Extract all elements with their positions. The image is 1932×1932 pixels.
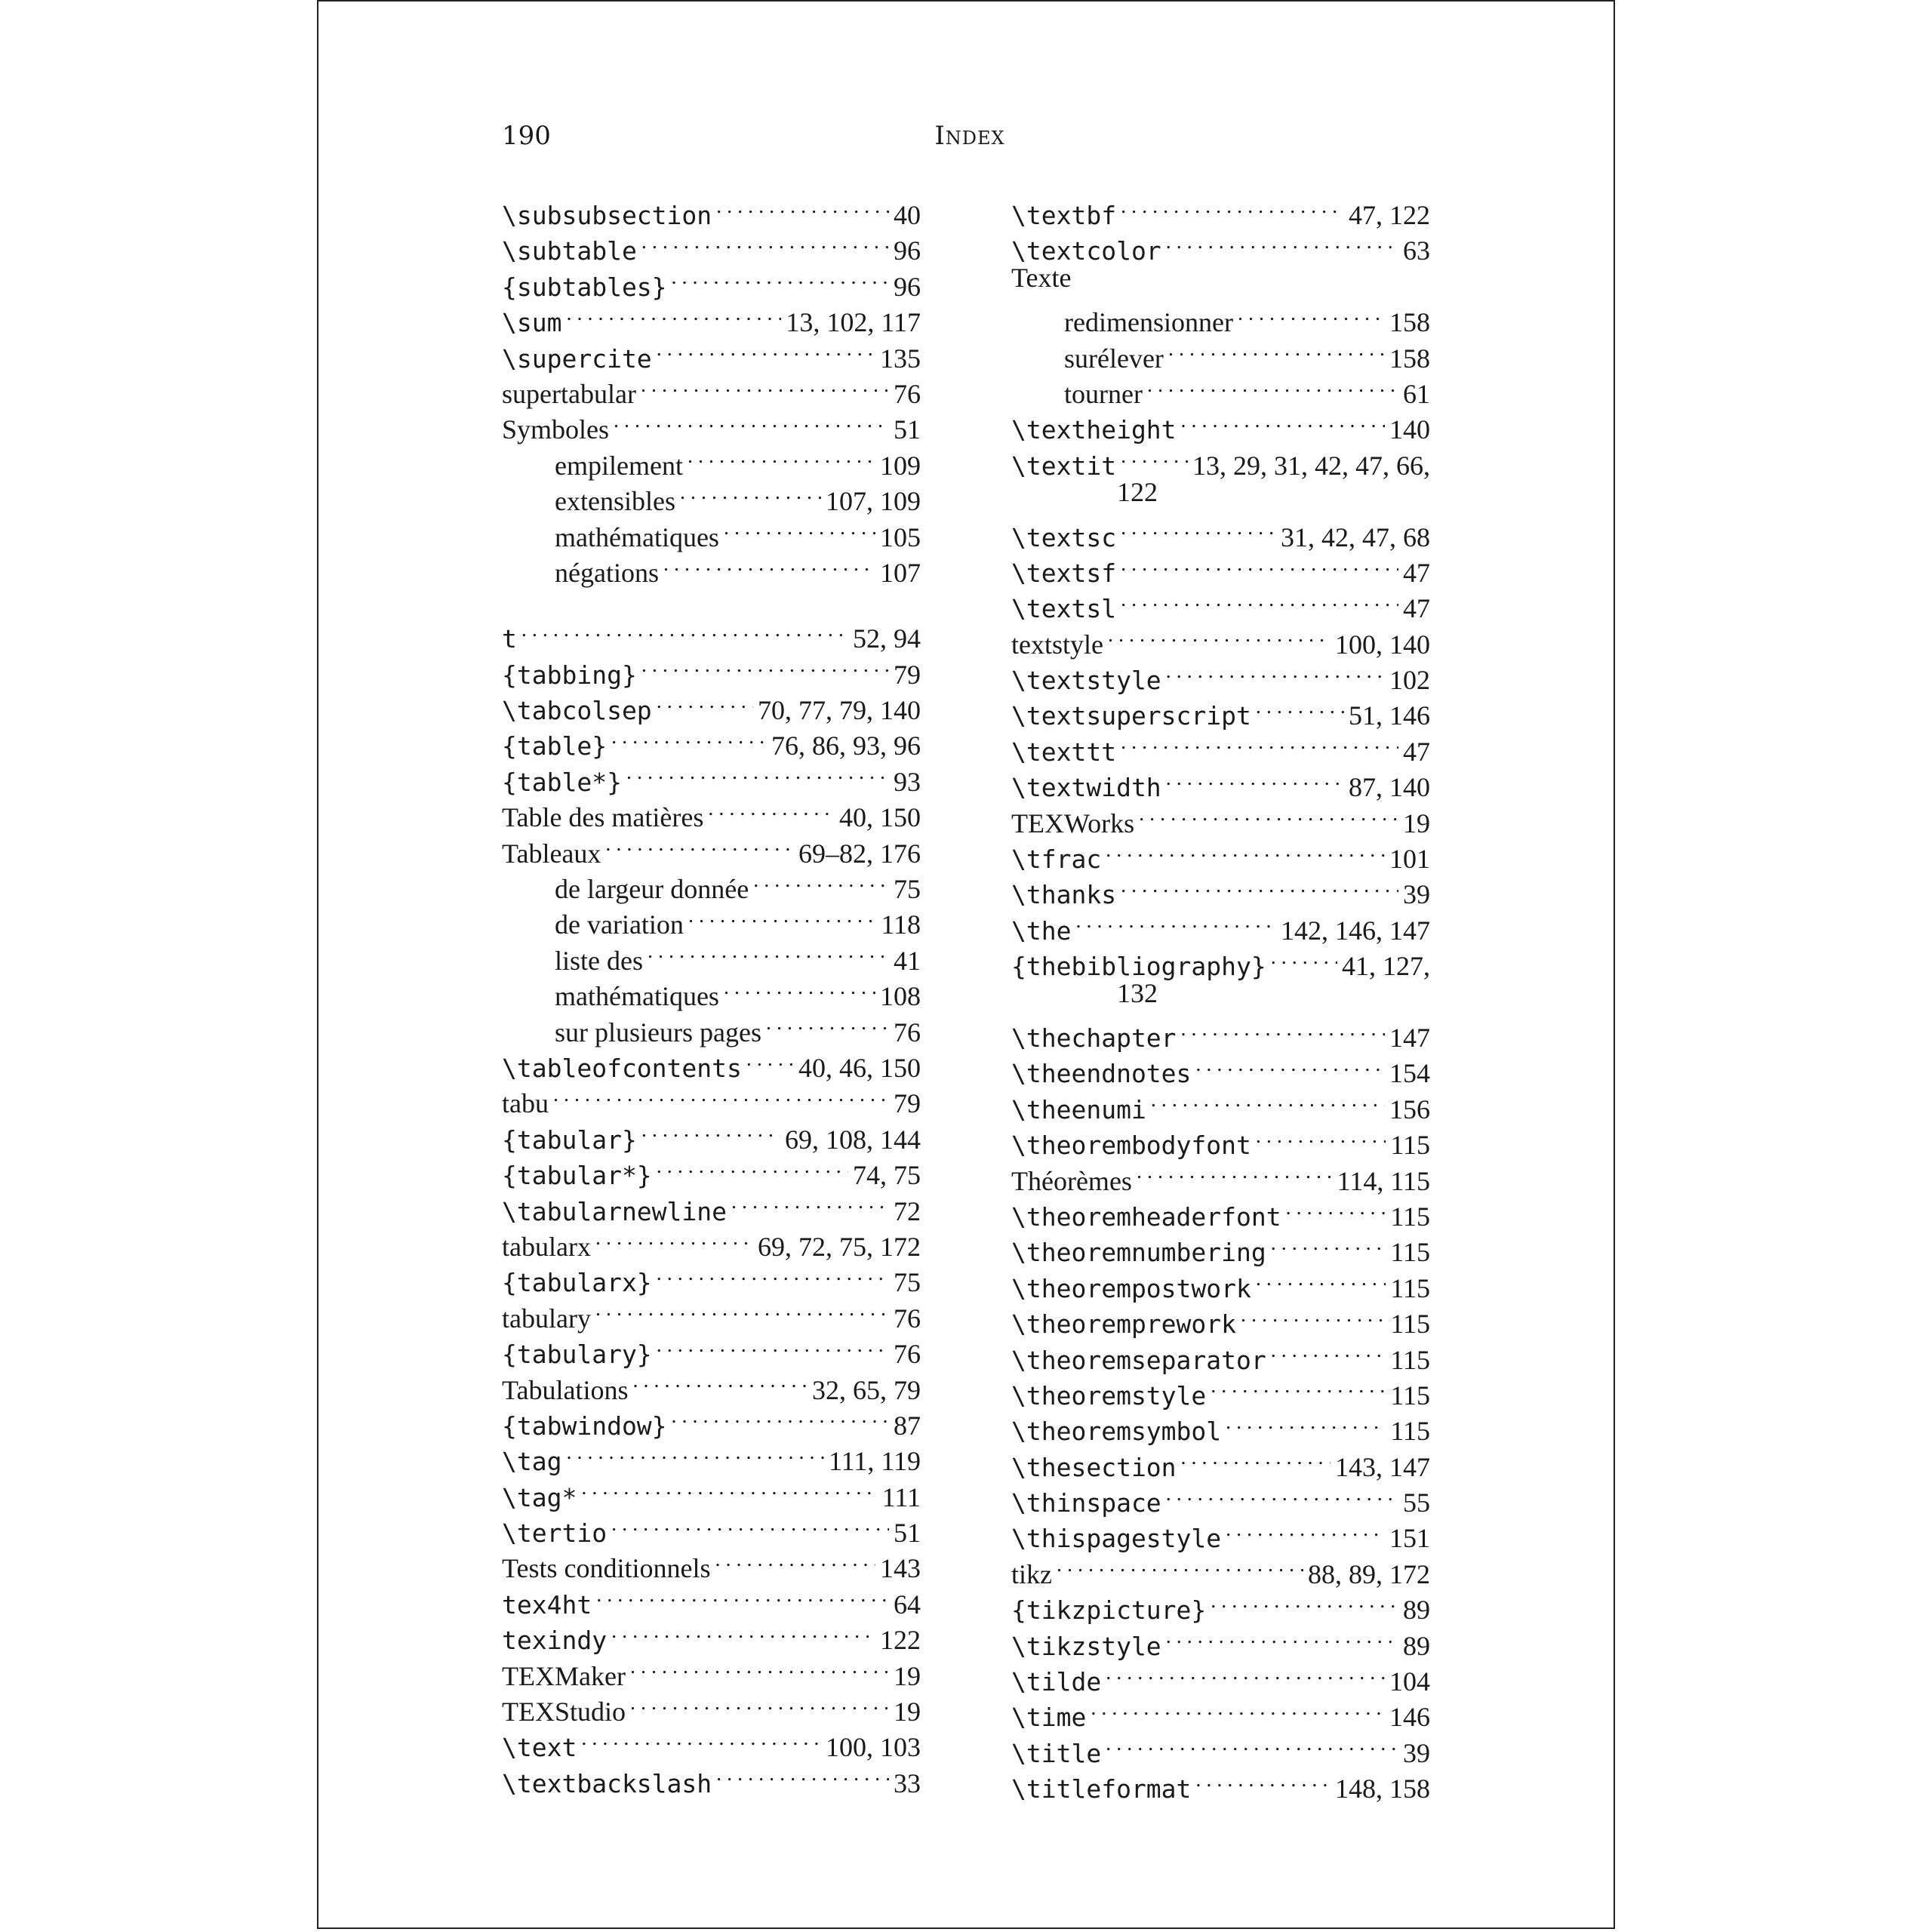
index-pages: 51	[894, 1518, 921, 1549]
page-number: 190	[502, 121, 551, 151]
index-term: \thispagestyle	[1011, 1524, 1222, 1554]
index-term: {table*}	[502, 767, 622, 797]
dot-leader	[611, 719, 767, 755]
index-pages: 13, 29, 31, 42, 47, 66,	[1192, 450, 1430, 481]
index-pages: 143	[880, 1553, 921, 1584]
index-pages: 47	[1403, 557, 1430, 588]
index-term: mathématiques	[555, 521, 719, 552]
index-term: \theoremprework	[1011, 1309, 1237, 1340]
dot-leader	[1137, 1155, 1333, 1190]
dot-leader	[566, 1435, 824, 1470]
index-pages: 100, 103	[826, 1732, 921, 1763]
index-term: {tabularx}	[502, 1268, 652, 1298]
dot-leader	[1181, 1441, 1331, 1476]
index-pages: 76	[894, 378, 921, 409]
index-term: {tikzpicture}	[1011, 1595, 1207, 1626]
index-pages: 132	[1117, 977, 1158, 1008]
dot-leader	[672, 1399, 889, 1435]
index-term: {tabulary}	[502, 1340, 652, 1370]
index-pages: 55	[1403, 1487, 1430, 1518]
index-entry	[502, 612, 921, 654]
index-pages: 79	[894, 659, 921, 690]
index-pages: 102	[1389, 665, 1430, 696]
index-pages: 115	[1390, 1130, 1430, 1161]
index-term: supertabular	[502, 378, 636, 409]
index-entry	[1011, 511, 1430, 552]
index-term: \textcolor	[1011, 236, 1161, 266]
index-term: extensibles	[555, 486, 675, 517]
index-term: \text	[502, 1733, 577, 1763]
index-pages: 158	[1389, 307, 1430, 338]
dot-leader	[581, 1721, 821, 1756]
dot-leader	[630, 1685, 889, 1721]
dot-leader	[1121, 725, 1398, 761]
index-entry	[1011, 1548, 1430, 1589]
dot-leader	[1106, 1727, 1398, 1762]
dot-leader	[1106, 832, 1385, 868]
dot-leader	[716, 189, 889, 224]
index-pages: 69–82, 176	[798, 838, 921, 869]
index-pages: 87, 140	[1349, 772, 1430, 803]
index-term: Tableaux	[502, 838, 601, 869]
dot-leader	[1195, 1047, 1385, 1082]
index-term: \tag	[502, 1447, 562, 1477]
index-pages: 19	[894, 1660, 921, 1691]
index-pages: 40, 150	[839, 802, 921, 833]
index-pages: 32, 65, 79	[812, 1374, 921, 1405]
index-pages: 122	[1117, 477, 1158, 508]
dot-leader	[1271, 1334, 1386, 1369]
running-title: Index	[934, 121, 1005, 151]
dot-leader	[1286, 1190, 1386, 1226]
index-term: texindy	[502, 1626, 608, 1656]
index-pages: 122	[880, 1625, 921, 1656]
index-term: tikz	[1011, 1558, 1052, 1589]
dot-leader	[1166, 1476, 1398, 1512]
dot-leader	[1166, 224, 1398, 260]
index-pages: 13, 102, 117	[786, 307, 921, 338]
index-pages: 39	[1403, 1737, 1430, 1768]
index-pages: 63	[1403, 235, 1430, 266]
index-term: \tag*	[502, 1482, 577, 1512]
index-pages: 51, 146	[1349, 700, 1430, 731]
page-header	[502, 121, 1438, 158]
index-entry	[1011, 1583, 1430, 1626]
dot-leader	[1121, 546, 1398, 582]
dot-leader	[766, 1006, 889, 1041]
dot-leader	[626, 755, 889, 791]
index-pages: 108	[880, 981, 921, 1012]
dot-leader	[1106, 1655, 1385, 1690]
index-pages: 96	[894, 235, 921, 266]
index-term: \theorembodyfont	[1011, 1131, 1251, 1161]
index-term: t	[502, 624, 517, 654]
dot-leader	[688, 898, 876, 934]
dot-leader	[688, 439, 875, 475]
index-pages: 114, 115	[1337, 1165, 1430, 1196]
index-term: {tabbing}	[502, 660, 637, 690]
dot-leader	[611, 1506, 889, 1542]
index-term: \time	[1011, 1703, 1087, 1733]
index-pages: 115	[1390, 1237, 1430, 1268]
dot-leader	[1166, 654, 1385, 689]
index-pages: 115	[1390, 1416, 1430, 1447]
index-term: Tabulations	[502, 1374, 629, 1405]
index-term: \theenumi	[1011, 1094, 1146, 1124]
index-pages: 115	[1390, 1380, 1430, 1411]
dot-leader	[648, 934, 889, 970]
index-term: Théorèmes	[1011, 1165, 1132, 1196]
index-pages: 104	[1389, 1666, 1430, 1697]
dot-leader	[731, 1185, 889, 1220]
index-term: \texttt	[1011, 737, 1117, 767]
index-term: {tabular}	[502, 1124, 637, 1155]
dot-leader	[1256, 1118, 1386, 1154]
index-term: \thechapter	[1011, 1023, 1177, 1053]
index-term: \tikzstyle	[1011, 1631, 1161, 1661]
index-term: \theoremnumbering	[1011, 1238, 1266, 1268]
dot-leader	[1256, 1262, 1386, 1297]
index-term: \subtable	[502, 236, 637, 266]
dot-leader	[595, 1292, 889, 1327]
dot-leader	[1139, 797, 1398, 832]
index-pages: 76	[894, 1017, 921, 1048]
index-column-right	[1011, 189, 1430, 1804]
index-term: \the	[1011, 915, 1072, 946]
dot-leader	[1151, 1083, 1385, 1118]
index-term: Symboles	[502, 414, 610, 445]
index-term: de largeur donnée	[555, 874, 749, 905]
index-pages: 51	[894, 414, 921, 445]
dot-leader	[605, 827, 794, 863]
index-term: {tabular*}	[502, 1161, 652, 1191]
index-pages: 31, 42, 47, 68	[1281, 521, 1430, 552]
index-entry	[502, 189, 921, 230]
dot-leader	[596, 1578, 889, 1614]
index-pages: 89	[1403, 1630, 1430, 1661]
index-pages: 107, 109	[826, 486, 921, 517]
index-pages: 74, 75	[853, 1160, 921, 1191]
dot-leader	[1147, 368, 1398, 403]
index-pages: 147	[1389, 1022, 1430, 1053]
index-pages: 72	[894, 1195, 921, 1226]
index-entry	[502, 648, 921, 690]
dot-leader	[641, 1113, 780, 1149]
index-term: \textsl	[1011, 594, 1117, 624]
index-term: Tests conditionnels	[502, 1553, 711, 1584]
dot-leader	[708, 791, 835, 826]
index-pages: 93	[894, 766, 921, 797]
index-pages: 76	[894, 1303, 921, 1334]
index-pages: 140	[1389, 414, 1430, 445]
index-entry	[502, 332, 921, 374]
dot-leader	[657, 1327, 889, 1363]
index-pages: 111	[881, 1481, 921, 1512]
index-term: \tableofcontents	[502, 1053, 742, 1083]
index-term: Table des matières	[502, 802, 704, 833]
index-term: \theoremheaderfont	[1011, 1201, 1281, 1232]
dot-leader	[641, 224, 889, 260]
index-pages: 64	[894, 1589, 921, 1620]
index-term: \textsc	[1011, 522, 1117, 552]
index-pages: 107	[880, 557, 921, 588]
index-pages: 100, 140	[1335, 629, 1430, 660]
dot-leader	[672, 260, 889, 296]
dot-leader	[1075, 904, 1276, 940]
index-term: \subsubsection	[502, 201, 712, 230]
dot-leader	[630, 1650, 889, 1685]
index-pages: 52, 94	[853, 623, 921, 654]
dot-leader	[581, 1471, 877, 1506]
index-pages: 88, 89, 172	[1308, 1558, 1430, 1589]
index-term: \tfrac	[1011, 844, 1102, 875]
index-term: surélever	[1064, 343, 1164, 374]
dot-leader	[595, 1220, 753, 1256]
dot-leader	[1168, 332, 1385, 368]
index-term: \theorempostwork	[1011, 1273, 1251, 1303]
index-term: \theendnotes	[1011, 1059, 1192, 1089]
dot-leader	[657, 1149, 848, 1184]
index-pages: 151	[1389, 1523, 1430, 1554]
index-pages: 69, 72, 75, 172	[758, 1231, 921, 1262]
index-term: \tertio	[502, 1518, 608, 1549]
index-term: \title	[1011, 1738, 1102, 1768]
index-term: négations	[555, 557, 659, 588]
dot-leader	[1195, 1762, 1331, 1798]
index-term: \thinspace	[1011, 1488, 1161, 1518]
dot-leader	[566, 296, 781, 331]
index-pages: 76, 86, 93, 96	[771, 731, 921, 761]
index-term: tabulary	[502, 1303, 591, 1334]
index-pages: 154	[1389, 1058, 1430, 1089]
index-pages: 89	[1403, 1595, 1430, 1626]
dot-leader	[657, 332, 875, 368]
dot-leader	[1256, 689, 1344, 724]
index-term: \tilde	[1011, 1667, 1102, 1697]
dot-leader	[1166, 1620, 1398, 1655]
dot-leader	[611, 1614, 875, 1649]
index-term: tabu	[502, 1088, 549, 1119]
index-term: \supercite	[502, 343, 652, 374]
index-pages: 105	[880, 521, 921, 552]
index-term: mathématiques	[555, 981, 719, 1012]
index-pages: 148, 158	[1335, 1774, 1430, 1804]
dot-leader	[553, 1077, 889, 1112]
dot-leader	[614, 403, 889, 438]
index-term: textstyle	[1011, 629, 1103, 660]
index-pages: 111, 119	[829, 1446, 921, 1477]
index-term: \textbackslash	[502, 1768, 712, 1798]
index-term: TEXStudio	[502, 1697, 626, 1727]
dot-leader	[1166, 761, 1344, 796]
dot-leader	[1121, 189, 1344, 224]
index-term: TEXWorks	[1011, 808, 1135, 838]
index-term: \thanks	[1011, 880, 1117, 910]
dot-leader	[521, 612, 848, 648]
dot-leader	[716, 1757, 889, 1792]
index-term: \tabularnewline	[502, 1196, 728, 1226]
index-term: {tabwindow}	[502, 1411, 667, 1441]
index-pages: 156	[1389, 1094, 1430, 1124]
index-pages: 79	[894, 1088, 921, 1119]
index-entry	[502, 1077, 921, 1119]
index-term: Texte	[1011, 262, 1072, 293]
index-pages: 146	[1389, 1702, 1430, 1733]
index-pages: 115	[1390, 1309, 1430, 1340]
dot-leader	[1211, 1583, 1398, 1619]
dot-leader	[680, 475, 821, 510]
index-pages: 47	[1403, 736, 1430, 767]
index-entry	[502, 1113, 921, 1155]
dot-leader	[1121, 868, 1398, 903]
index-pages: 158	[1389, 343, 1430, 374]
dot-leader	[1238, 296, 1385, 331]
dot-leader	[1091, 1690, 1385, 1726]
index-term: sur plusieurs pages	[555, 1017, 761, 1048]
index-term: \thesection	[1011, 1452, 1177, 1482]
index-pages: 101	[1389, 844, 1430, 875]
index-pages: 142, 146, 147	[1281, 915, 1430, 946]
dot-leader	[1121, 511, 1276, 546]
index-term: {table}	[502, 731, 608, 761]
dot-leader	[1241, 1297, 1386, 1333]
index-pages: 118	[881, 909, 921, 940]
index-pages: 115	[1390, 1272, 1430, 1303]
dot-leader	[1108, 618, 1331, 654]
index-pages: 69, 108, 144	[785, 1124, 921, 1155]
dot-leader	[1057, 1548, 1303, 1583]
index-pages: 76	[894, 1339, 921, 1370]
dot-leader	[724, 511, 875, 546]
dot-leader	[1226, 1512, 1385, 1547]
index-term: \theoremstyle	[1011, 1380, 1207, 1411]
index-pages: 75	[894, 1267, 921, 1298]
index-pages: 75	[894, 874, 921, 905]
index-term: TEXMaker	[502, 1660, 626, 1691]
index-term: tourner	[1064, 378, 1143, 409]
index-pages: 135	[880, 343, 921, 374]
dot-leader	[1181, 403, 1385, 438]
index-entry	[1011, 1011, 1430, 1053]
index-term: \textstyle	[1011, 666, 1161, 696]
dot-leader	[641, 648, 889, 684]
index-term: liste des	[555, 945, 643, 976]
index-term: \textheight	[1011, 415, 1177, 445]
dot-leader	[753, 863, 889, 898]
index-pages: 39	[1403, 879, 1430, 910]
dot-leader	[1211, 1369, 1386, 1404]
index-term: \titleformat	[1011, 1774, 1192, 1804]
index-pages: 41, 127,	[1342, 951, 1430, 982]
index-term: tabularx	[502, 1231, 591, 1262]
index-pages: 40, 46, 150	[798, 1052, 921, 1083]
index-pages: 41	[894, 945, 921, 976]
index-entry	[502, 1471, 921, 1512]
index-term: tex4ht	[502, 1589, 592, 1620]
index-pages: 143, 147	[1335, 1451, 1430, 1482]
index-pages: 19	[1403, 808, 1430, 838]
index-term: \textsuperscript	[1011, 701, 1251, 731]
index-pages: 96	[894, 271, 921, 302]
index-pages: 115	[1390, 1201, 1430, 1232]
index-term: \theoremsymbol	[1011, 1417, 1222, 1447]
index-term: \textwidth	[1011, 773, 1161, 803]
dot-leader	[1226, 1404, 1386, 1440]
index-pages: 47	[1403, 593, 1430, 624]
index-term: de variation	[555, 909, 684, 940]
index-pages: 109	[880, 450, 921, 481]
index-pages: 40	[894, 200, 921, 230]
index-entry	[1011, 189, 1430, 230]
dot-leader	[724, 970, 875, 1005]
dot-leader	[641, 368, 889, 403]
dot-leader	[657, 684, 753, 719]
index-term: \textit	[1011, 451, 1117, 481]
index-term: \tabcolsep	[502, 696, 652, 726]
index-entry	[1011, 296, 1430, 338]
index-pages: 70, 77, 79, 140	[758, 695, 921, 726]
index-term: \sum	[502, 308, 562, 338]
index-term: \textbf	[1011, 201, 1117, 230]
dot-leader	[1121, 582, 1398, 617]
index-pages: 61	[1403, 378, 1430, 409]
index-pages: 19	[894, 1697, 921, 1727]
dot-leader	[1271, 1226, 1386, 1261]
index-term: empilement	[555, 450, 683, 481]
dot-leader	[1181, 1011, 1385, 1047]
index-term: \textsf	[1011, 558, 1117, 588]
index-column-left	[502, 189, 921, 1798]
dot-leader	[657, 1256, 889, 1291]
index-pages: 33	[894, 1767, 921, 1798]
dot-leader	[715, 1542, 875, 1577]
index-pages: 115	[1390, 1344, 1430, 1375]
dot-leader	[632, 1364, 808, 1399]
dot-leader	[1271, 940, 1337, 975]
dot-leader	[663, 546, 875, 582]
index-pages: 47, 122	[1349, 200, 1430, 230]
index-pages: 87	[894, 1410, 921, 1441]
dot-leader	[746, 1041, 794, 1077]
index-term: \theoremseparator	[1011, 1345, 1266, 1375]
index-term: redimensionner	[1064, 307, 1233, 338]
index-term: {subtables}	[502, 272, 667, 302]
dot-leader	[1121, 439, 1188, 475]
index-term: {thebibliography}	[1011, 952, 1266, 982]
